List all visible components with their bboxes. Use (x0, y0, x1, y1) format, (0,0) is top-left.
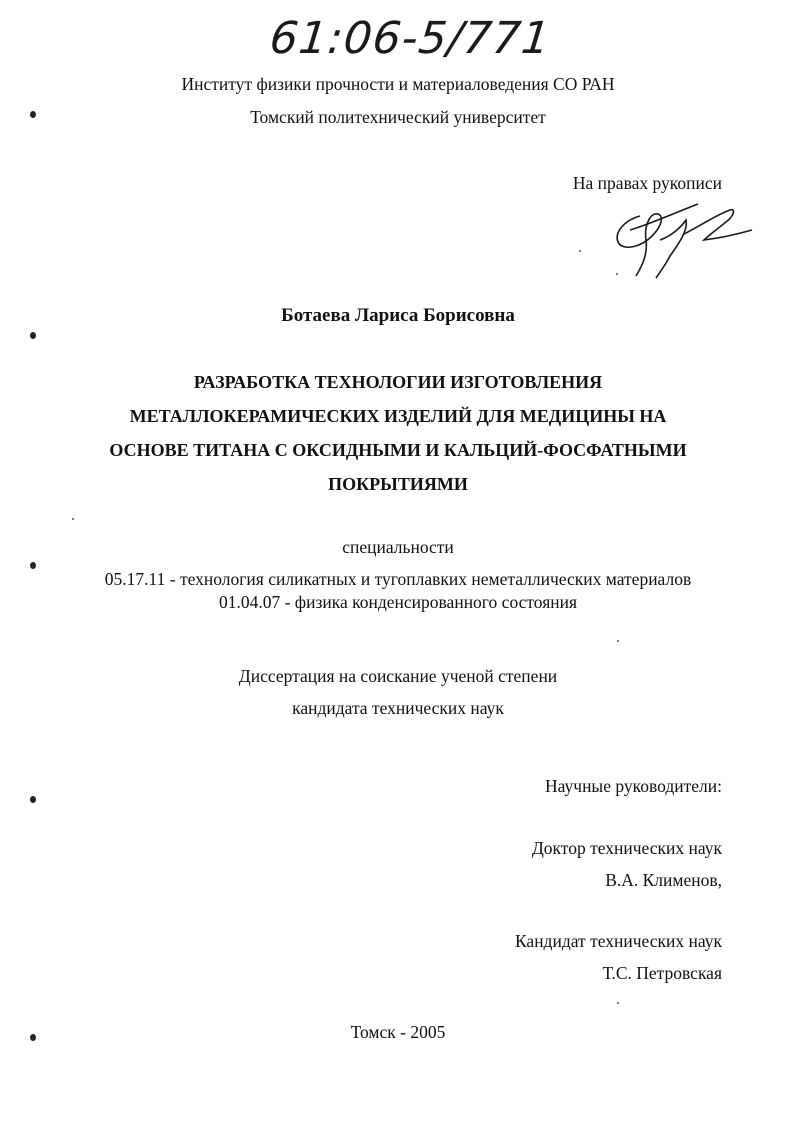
signature-stroke-4 (684, 210, 752, 240)
degree-line-2: кандидата технических наук (292, 698, 504, 718)
scan-dot (30, 1034, 36, 1041)
manuscript-note: На правах рукописи (572, 173, 722, 193)
title-line-4: ПОКРЫТИЯМИ (328, 474, 468, 494)
signature-stroke-3 (656, 220, 686, 278)
specialty-item-2: 01.04.07 - физика конденсированного состояния (218, 592, 578, 612)
title-line-1: РАЗРАБОТКА ТЕХНОЛОГИИ ИЗГОТОВЛЕНИЯ (193, 372, 603, 392)
institution-line-2: Томский политехнический университет (250, 107, 546, 127)
scan-speck (579, 250, 581, 252)
archive-number: 61:06-5/771 (267, 13, 554, 64)
supervisor-1-name: В.А. Клименов, (605, 870, 722, 890)
scan-dot (30, 562, 36, 569)
supervisor-2-name: Т.С. Петровская (602, 963, 722, 983)
scan-speck (72, 518, 74, 520)
author-name: Ботаева Лариса Борисовна (281, 305, 515, 326)
title-line-3: ОСНОВЕ ТИТАНА С ОКСИДНЫМИ И КАЛЬЦИЙ-ФОСФАТНЫМИ (109, 440, 687, 460)
supervisor-1-title: Доктор технических наук (531, 838, 722, 858)
signature-stroke-2 (630, 204, 698, 230)
institution-line-1: Институт физики прочности и материаловедения СО РАН (181, 74, 615, 94)
scan-speck (617, 1002, 619, 1004)
signature-stroke-1 (617, 214, 661, 276)
place-and-year: Томск - 2005 (350, 1022, 446, 1042)
title-line-2: МЕТАЛЛОКЕРАМИЧЕСКИХ ИЗДЕЛИЙ ДЛЯ МЕДИЦИНЫ НА (129, 406, 667, 426)
scan-dot (30, 796, 36, 803)
scan-dot (30, 111, 36, 118)
signature (600, 196, 760, 282)
scan-dot (30, 332, 36, 339)
scan-speck (617, 640, 619, 642)
specialty-item-1: 05.17.11 - технология силикатных и тугоплавких неметаллических материалов (104, 569, 692, 589)
scan-speck (616, 273, 618, 275)
degree-line-1: Диссертация на соискание ученой степени (238, 666, 558, 686)
supervisors-label: Научные руководители: (545, 776, 722, 796)
specialties-label: специальности (342, 537, 454, 557)
supervisor-2-title: Кандидат технических наук (514, 931, 722, 951)
